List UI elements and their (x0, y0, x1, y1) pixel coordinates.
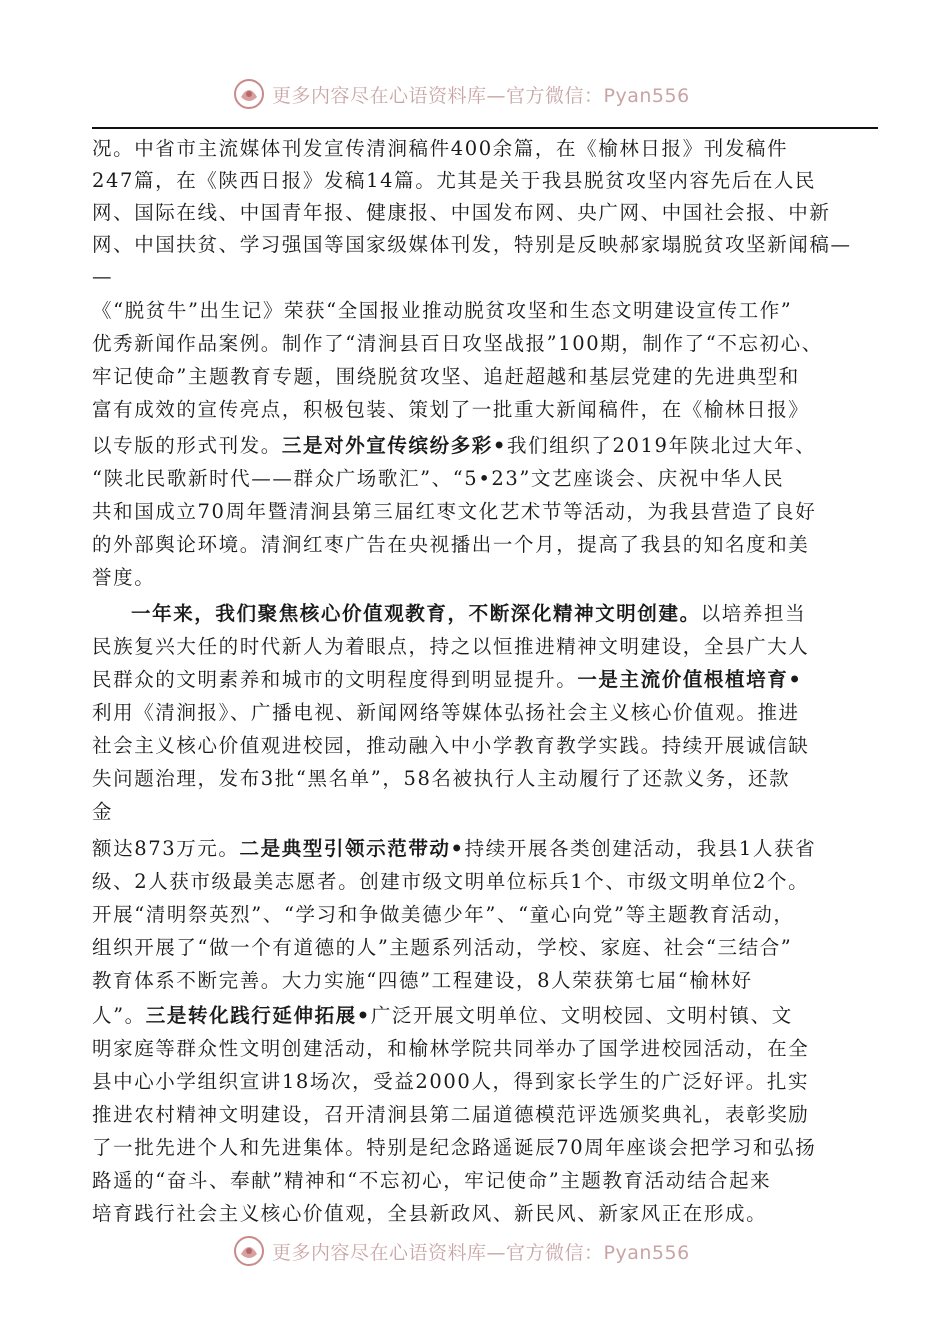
text-line: 县中心小学组织宣讲18场次，受益2000人，得到家长学生的广泛好评。扎实 (92, 1070, 810, 1093)
text-line: 教育体系不断完善。大力实施“四德”工程建设，8人荣获第七届“榆林好 (92, 969, 753, 992)
text-line: 了一批先进个人和先进集体。特别是纪念路遥诞辰70周年座谈会把学习和弘扬 (92, 1136, 817, 1159)
text-line: 网、国际在线、中国青年报、健康报、中国发布网、央广网、中国社会报、中新 (92, 201, 831, 224)
text-line: 《“脱贫牛”出生记》荣获“全国报业推动脱贫攻坚和生态文明建设宣传工作” (92, 299, 793, 322)
text-line: 誉度。 (92, 566, 156, 589)
text-line: 利用《清涧报》、广播电视、新闻网络等媒体弘扬社会主义核心价值观。推进 (92, 701, 800, 724)
text-line: 富有成效的宣传亮点，积极包装、策划了一批重大新闻稿件，在《榆林日报》 (92, 398, 810, 421)
text-line: 牢记使命”主题教育专题，围绕脱贫攻坚、追赶超越和基层党建的先进典型和 (92, 365, 800, 388)
footer-banner-text: 更多内容尽在心语资料库—官方微信：Pyan556 (272, 1241, 690, 1264)
text-line: 级、2人获市级最美志愿者。创建市级文明单位标兵1个、市级文明单位2个。 (92, 870, 810, 893)
text-line: “陕北民歌新时代——群众广场歌汇”、“5•23”文艺座谈会、庆祝中华人民 (92, 467, 785, 490)
xinyu-logo-icon (232, 77, 266, 111)
text-line (92, 834, 816, 864)
text-line: 民族复兴大任的时代新人为着眼点，持之以恒推进精神文明建设，全县广大人 (92, 635, 810, 658)
text-line: 组织开展了“做一个有道德的人”主题系列活动，学校、家庭、社会“三结合” (92, 936, 793, 959)
text-line: 优秀新闻作品案例。制作了“清涧县百日攻坚战报”100期，制作了“不忘初心、 (92, 332, 823, 355)
text-line: 明家庭等群众性文明创建活动，和榆林学院共同举办了国学进校园活动，在全 (92, 1037, 810, 1060)
text-line: 推进农村精神文明建设，召开清涧县第二届道德模范评选颁奖典礼，表彰奖励 (92, 1103, 810, 1126)
header-rule (92, 127, 878, 129)
text-run: 以专版的形式刊发。 (92, 434, 282, 457)
bold-heading: 三是对外宣传缤纷多彩• (281, 434, 507, 457)
text-line: 失问题治理，发布3批“黑名单”，58名被执行人主动履行了还款义务，还款 (92, 767, 791, 790)
text-line: 247篇，在《陕西日报》发稿14篇。尤其是关于我县脱贫攻坚内容先后在人民 (92, 169, 817, 192)
header-banner-text: 更多内容尽在心语资料库—官方微信：Pyan556 (272, 84, 690, 107)
text-run: 人”。 (92, 1004, 146, 1027)
text-line: 网、中国扶贫、学习强国等国家级媒体刊发，特别是反映郝家塌脱贫攻坚新闻稿— (92, 233, 852, 256)
text-line: 况。中省市主流媒体刊发宣传清涧稿件400余篇，在《榆林日报》刊发稿件 (92, 137, 789, 160)
text-line (92, 1001, 793, 1031)
bold-heading: 二是典型引领示范带动• (239, 837, 465, 860)
header-banner (0, 74, 950, 114)
text-line: 共和国成立70周年暨清涧县第三届红枣文化艺术节等活动，为我县营造了良好 (92, 500, 817, 523)
text-line (131, 599, 806, 629)
bold-heading: 一是主流价值根植培育• (577, 668, 803, 691)
text-line (92, 431, 816, 461)
text-run: 民群众的文明素养和城市的文明程度得到明显提升。 (92, 668, 578, 691)
bold-heading: 一年来，我们聚焦核心价值观教育，不断深化精神文明创建。 (131, 602, 701, 625)
text-line: 开展“清明祭英烈”、“学习和争做美德少年”、“童心向党”等主题教育活动， (92, 903, 795, 926)
text-run: 额达873万元。 (92, 837, 240, 860)
text-line: 培育践行社会主义核心价值观，全县新政风、新民风、新家风正在形成。 (92, 1202, 768, 1225)
text-run: 广泛开展文明单位、文明校园、文明村镇、文 (370, 1004, 793, 1027)
text-line: 金 (92, 800, 114, 823)
text-line: 社会主义核心价值观进校园，推动融入中小学教育教学实践。持续开展诚信缺 (92, 734, 810, 757)
text-run: 持续开展各类创建活动，我县1人获省 (464, 837, 817, 860)
text-line: 路遥的“奋斗、奉献”精神和“不忘初心，牢记使命”主题教育活动结合起来 (92, 1169, 772, 1192)
bold-heading: 三是转化践行延伸拓展• (145, 1004, 371, 1027)
footer-banner (0, 1231, 950, 1271)
text-run: 我们组织了2019年陕北过大年、 (506, 434, 817, 457)
text-line: 的外部舆论环境。清涧红枣广告在央视播出一个月，提高了我县的知名度和美 (92, 533, 810, 556)
xinyu-logo-icon (232, 1234, 266, 1268)
text-line (92, 665, 802, 695)
text-run: 以培养担当 (700, 602, 807, 625)
text-line: — (92, 265, 114, 288)
